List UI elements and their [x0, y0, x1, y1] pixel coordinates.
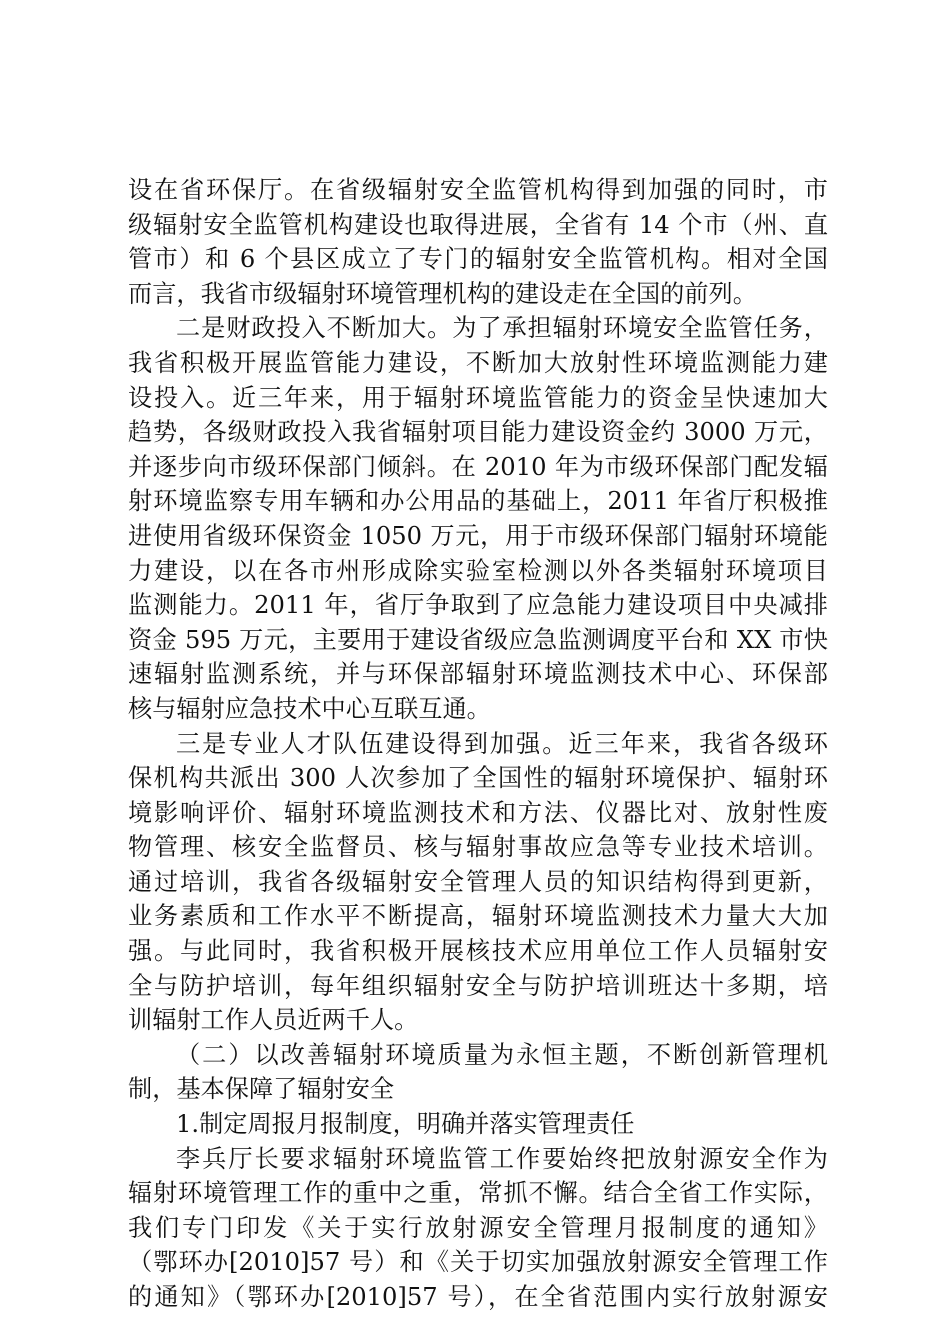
text-line: 李兵厅长要求辐射环境监管工作要始终把放射源安全作为 — [176, 1144, 828, 1173]
text-line: 设在省环保厅。在省级辐射安全监管机构得到加强的同时，市 — [128, 176, 828, 204]
text-line: 监测能力。2011 年，省厅争取到了应急能力建设项目中央减排 — [128, 591, 828, 620]
text-line: 三是专业人才队伍建设得到加强。近三年来，我省各级环 — [176, 729, 828, 758]
text-line: 射环境监察专用车辆和办公用品的基础上，2011 年省厅积极推 — [128, 487, 828, 516]
text-line: 的通知》（鄂环办[2010]57 号），在全省范围内实行放射源安 — [128, 1283, 828, 1311]
text-line: 通过培训，我省各级辐射安全管理人员的知识结构得到更新， — [128, 867, 828, 896]
section-heading: 制，基本保障了辐射安全 — [128, 1075, 395, 1104]
text-line: 而言，我省市级辐射环境管理机构的建设走在全国的前列。 — [128, 279, 757, 308]
text-line: 业务素质和工作水平不断提高，辐射环境监测技术力量大大加 — [128, 902, 828, 931]
text-line: （鄂环办[2010]57 号）和《关于切实加强放射源安全管理工作 — [128, 1248, 828, 1277]
text-line: 训辐射工作人员近两千人。 — [128, 1006, 419, 1035]
text-line: 我们专门印发《关于实行放射源安全管理月报制度的通知》 — [128, 1213, 828, 1242]
text-line: 物管理、核安全监督员、核与辐射事故应急等专业技术培训。 — [128, 833, 828, 862]
text-line: 二是财政投入不断加大。为了承担辐射环境安全监管任务， — [176, 314, 828, 343]
text-line: 并逐步向市级环保部门倾斜。在 2010 年为市级环保部门配发辐 — [128, 452, 828, 481]
text-line: 强。与此同时，我省积极开展核技术应用单位工作人员辐射安 — [128, 937, 828, 966]
body-text — [128, 173, 828, 1315]
text-line: 力建设，以在各市州形成除实验室检测以外各类辐射环境项目 — [128, 556, 828, 585]
text-line: 趋势，各级财政投入我省辐射项目能力建设资金约 3000 万元， — [128, 418, 828, 447]
text-line: 速辐射监测系统，并与环保部辐射环境监测技术中心、环保部 — [128, 660, 828, 689]
subsection-heading: 1.制定周报月报制度，明确并落实管理责任 — [176, 1110, 635, 1139]
text-line: 设投入。近三年来，用于辐射环境监管能力的资金呈快速加大 — [128, 383, 828, 412]
text-line: 全与防护培训，每年组织辐射安全与防护培训班达十多期，培 — [128, 971, 828, 1000]
text-line: 级辐射安全监管机构建设也取得进展，全省有 14 个市（州、直 — [128, 210, 828, 239]
text-line: 保机构共派出 300 人次参加了全国性的辐射环境保护、辐射环 — [128, 764, 828, 793]
text-line: 资金 595 万元，主要用于建设省级应急监测调度平台和 XX 市快 — [128, 625, 828, 654]
text-line: 管市）和 6 个县区成立了专门的辐射安全监管机构。相对全国 — [128, 245, 828, 274]
text-line: 核与辐射应急技术中心互联互通。 — [128, 694, 491, 723]
section-heading: （二）以改善辐射环境质量为永恒主题，不断创新管理机 — [176, 1040, 828, 1069]
text-line: 我省积极开展监管能力建设，不断加大放射性环境监测能力建 — [128, 348, 828, 377]
text-line: 境影响评价、辐射环境监测技术和方法、仪器比对、放射性废 — [128, 798, 828, 827]
text-line: 辐射环境管理工作的重中之重，常抓不懈。结合全省工作实际， — [128, 1179, 828, 1208]
text-line: 进使用省级环保资金 1050 万元，用于市级环保部门辐射环境能 — [128, 521, 828, 550]
